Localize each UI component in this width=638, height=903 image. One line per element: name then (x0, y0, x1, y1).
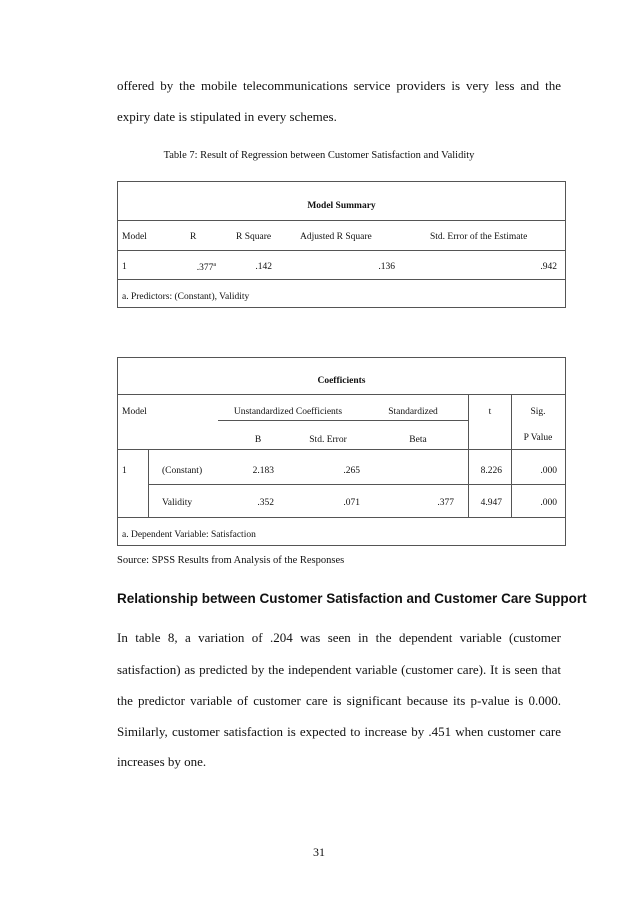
body-line-4: Similarly, customer satisfaction is expected to increase by .451 when customer care (117, 724, 561, 739)
coef-header-standardized: Standardized (388, 407, 438, 417)
coef-header-std-error: Std. Error (309, 435, 347, 445)
coef-row1-b: 2.183 (252, 466, 274, 476)
intro-line-1: offered by the mobile telecommunications service providers is very less and the (117, 78, 561, 93)
coefficients-table (117, 357, 566, 546)
body-line-5: increases by one. (117, 754, 207, 769)
header-model: Model (122, 232, 147, 242)
coef-header-t: t (488, 407, 492, 417)
coef-header-p-value: P Value (523, 433, 553, 443)
header-r: R (190, 232, 197, 242)
coefficients-title: Coefficients (317, 376, 366, 386)
coef-row2-se: .071 (343, 498, 360, 508)
coef-row1-model: 1 (122, 466, 127, 476)
coef-row2-sig: .000 (540, 498, 557, 508)
row-std-error: .942 (540, 262, 557, 272)
model-summary-note: a. Predictors: (Constant), Validity (122, 292, 250, 302)
coef-row1-sig: .000 (540, 466, 557, 476)
coef-row1-t: 8.226 (480, 466, 502, 476)
header-r-square: R Square (236, 232, 272, 242)
coef-header-model: Model (122, 407, 147, 417)
body-line-3: the predictor variable of customer care is significant because its p-value is 0.000. (117, 693, 561, 708)
model-summary-title: Model Summary (307, 201, 376, 211)
page-number: 31 (313, 845, 325, 859)
coef-header-beta: Beta (409, 435, 427, 445)
coef-row2-beta: .377 (437, 498, 454, 508)
coef-header-unstandardized: Unstandardized Coefficients (233, 407, 343, 417)
coef-row1-se: .265 (343, 466, 360, 476)
coef-row2-t: 4.947 (480, 498, 502, 508)
table-caption: Table 7: Result of Regression between Customer Satisfaction and Validity (163, 150, 475, 161)
coef-header-sig: Sig. (530, 407, 546, 417)
coef-row2-name: Validity (162, 498, 193, 508)
model-summary-table (117, 181, 566, 308)
header-std-error-estimate: Std. Error of the Estimate (430, 232, 528, 242)
coef-row1-name: (Constant) (162, 466, 203, 476)
section-heading: Relationship between Customer Satisfaction and Customer Care Support (117, 591, 587, 606)
row-r-square: .142 (255, 262, 272, 272)
coef-row2-b: .352 (257, 498, 274, 508)
coef-header-b: B (254, 435, 262, 445)
body-line-2: satisfaction) as predicted by the independent variable (customer care). It is seen that (117, 662, 561, 677)
header-adjusted-r-square: Adjusted R Square (300, 232, 372, 242)
row-adj-r-square: .136 (378, 262, 395, 272)
intro-line-2: expiry date is stipulated in every schemes. (117, 109, 337, 124)
row-r: .377$^a$ (196, 262, 216, 274)
table-source: Source: SPSS Results from Analysis of the Responses (117, 555, 345, 566)
body-line-1: In table 8, a variation of .204 was seen in the dependent variable (customer (117, 630, 561, 645)
coefficients-note: a. Dependent Variable: Satisfaction (122, 530, 256, 540)
row-model: 1 (122, 262, 127, 272)
